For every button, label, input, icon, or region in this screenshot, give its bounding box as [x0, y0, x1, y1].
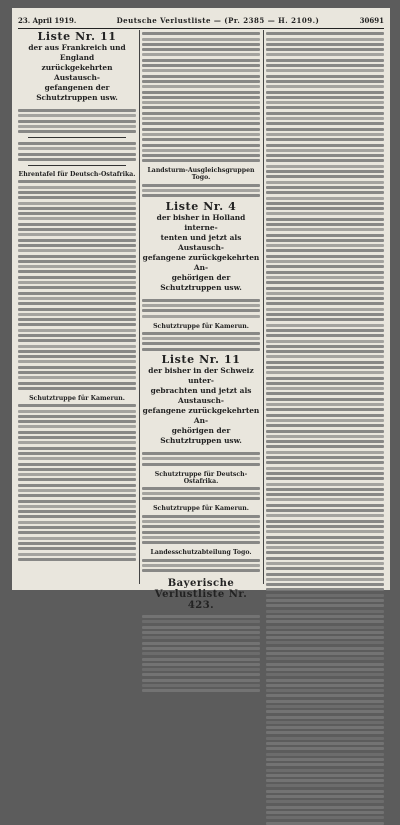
entry-lines	[18, 109, 136, 133]
middle-column	[142, 30, 260, 612]
list-11-switzerland-heading	[142, 353, 260, 446]
entry-lines	[142, 515, 260, 544]
header-title: Deutsche Verlustliste — (Pr. 2385 — H. 2109.)	[116, 15, 320, 25]
entry-lines	[18, 180, 136, 390]
entry-lines	[266, 32, 384, 824]
entry-lines	[142, 487, 260, 501]
section-heading: Schutztruppe für Kamerun.	[153, 322, 249, 330]
header-date: 23. April 1919.	[18, 15, 77, 25]
list-subtitle-line: gefangene zurückgekehrten An-	[142, 252, 260, 272]
page-header	[18, 12, 384, 29]
section-heading: Landesschutzabteilung Togo.	[150, 549, 252, 557]
header-page-number: 30691	[359, 15, 384, 25]
list-subtitle-line: der bisher in Holland interne-	[156, 212, 246, 232]
entry-lines	[142, 32, 260, 162]
section-heading: Landsturm-Ausgleichsgruppen Togo.	[147, 167, 255, 182]
section-heading: Schutztruppe für Kamerun.	[29, 394, 125, 402]
section-heading: Schutztruppe für Deutsch-Ostafrika.	[154, 470, 248, 485]
right-column	[266, 30, 384, 584]
list-subtitle-line: gehörigen der Schutztruppen usw.	[160, 425, 242, 445]
list-subtitle-line: der bisher in der Schweiz unter-	[148, 365, 254, 385]
entry-lines	[18, 404, 136, 561]
left-column	[18, 30, 136, 584]
list-4-holland-heading	[142, 200, 260, 293]
list-title: Liste Nr. 11	[37, 30, 117, 43]
section-heading: Schutztruppe für Kamerun.	[153, 505, 249, 513]
list-subtitle-line: gebrachten und jetzt als Austausch-	[150, 385, 252, 405]
entry-lines	[142, 299, 260, 318]
list-subtitle-line: der aus Frankreich und England	[28, 43, 126, 62]
list-11-france-heading	[18, 30, 136, 103]
entry-lines	[142, 559, 260, 573]
entry-lines	[142, 615, 260, 692]
column-rule	[139, 30, 140, 584]
list-title: Liste Nr. 4	[165, 199, 237, 213]
list-title: Liste Nr. 11	[161, 352, 241, 366]
newspaper-page	[12, 8, 390, 612]
entry-lines	[142, 184, 260, 198]
list-subtitle-line: zurückgekehrten Austausch-	[41, 63, 113, 82]
list-subtitle-line: tenten und jetzt als Austausch-	[160, 232, 242, 252]
list-subtitle-line: gefangene zurückgekehrten An-	[142, 405, 260, 425]
list-subtitle-line: gefangenen der Schutztruppen usw.	[36, 83, 118, 102]
entry-lines	[18, 142, 136, 161]
bavarian-list-heading: Bayerische Verlustliste Nr. 423.	[154, 578, 248, 612]
list-subtitle-line: gehörigen der Schutztruppen usw.	[160, 272, 242, 292]
entry-lines	[142, 452, 260, 466]
section-heading: Ehrentafel für Deutsch-Ostafrika.	[18, 171, 136, 179]
entry-lines	[142, 332, 260, 351]
column-rule	[263, 30, 264, 584]
